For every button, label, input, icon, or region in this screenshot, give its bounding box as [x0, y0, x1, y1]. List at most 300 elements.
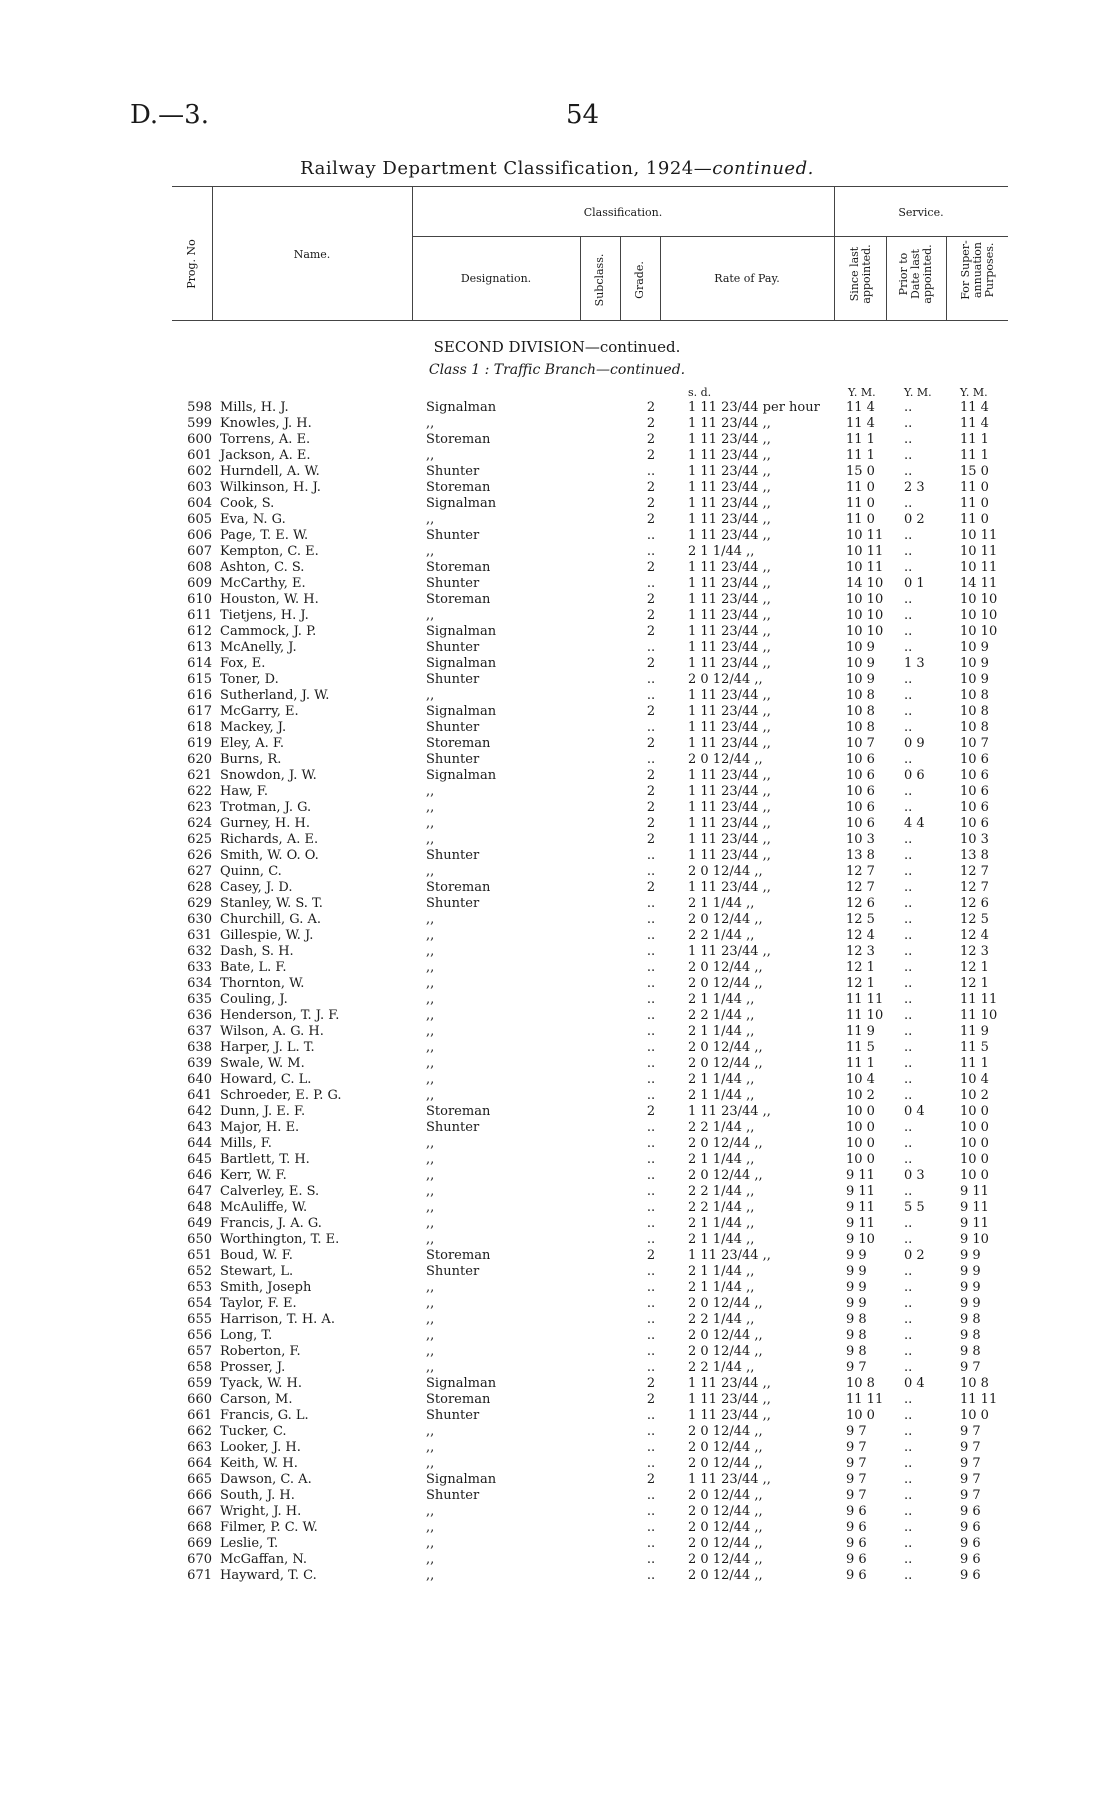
row-designation: ,, — [426, 1280, 435, 1295]
row-since-last: 10 8 — [846, 704, 875, 719]
row-rate-of-pay: 2 2 1/44 ,, — [688, 1184, 755, 1199]
table-row — [0, 1216, 1114, 1232]
col-divider-3 — [580, 236, 581, 320]
row-prog-no: 645 — [187, 1152, 212, 1167]
row-subclass: .. — [646, 1184, 656, 1199]
row-superannuation: 10 2 — [960, 1088, 989, 1103]
row-prior-to: .. — [904, 976, 913, 991]
table-row — [0, 720, 1114, 736]
row-rate-of-pay: 2 0 12/44 ,, — [688, 1328, 763, 1343]
row-prior-to: .. — [904, 1344, 913, 1359]
row-subclass: 2 — [646, 1392, 656, 1407]
row-prior-to: .. — [904, 1488, 913, 1503]
row-since-last: 10 3 — [846, 832, 875, 847]
row-prior-to: .. — [904, 1072, 913, 1087]
row-prog-no: 642 — [187, 1104, 212, 1119]
section-division: SECOND DIVISION—continued. — [433, 338, 681, 356]
row-superannuation: 10 9 — [960, 656, 989, 671]
row-superannuation: 11 10 — [960, 1008, 998, 1023]
row-since-last: 9 10 — [846, 1232, 875, 1247]
row-designation: ,, — [426, 1504, 435, 1519]
row-superannuation: 11 4 — [960, 416, 989, 431]
row-prior-to: .. — [904, 1424, 913, 1439]
row-since-last: 10 7 — [846, 736, 875, 751]
row-subclass: .. — [646, 1504, 656, 1519]
table-row — [0, 992, 1114, 1008]
row-subclass: 2 — [646, 592, 656, 607]
row-prior-to: .. — [904, 608, 913, 623]
row-name: Jackson, A. E. — [220, 448, 311, 463]
row-subclass: .. — [646, 1264, 656, 1279]
header-bottom-rule — [172, 320, 1008, 321]
row-name: Casey, J. D. — [220, 880, 293, 895]
row-designation: ,, — [426, 1024, 435, 1039]
row-designation: Shunter — [426, 752, 480, 767]
row-superannuation: 12 1 — [960, 960, 989, 975]
row-name: Wilson, A. G. H. — [220, 1024, 324, 1039]
row-rate-of-pay: 2 0 12/44 ,, — [688, 1536, 763, 1551]
row-prior-to: .. — [904, 464, 913, 479]
row-rate-of-pay: 2 0 12/44 ,, — [688, 1344, 763, 1359]
row-superannuation: 10 6 — [960, 768, 989, 783]
row-name: McAuliffe, W. — [220, 1200, 308, 1215]
row-rate-of-pay: 2 0 12/44 ,, — [688, 976, 763, 991]
row-name: McCarthy, E. — [220, 576, 306, 591]
row-prog-no: 664 — [187, 1456, 212, 1471]
row-prior-to: 0 2 — [904, 1248, 925, 1263]
table-row — [0, 576, 1114, 592]
row-name: Kempton, C. E. — [220, 544, 319, 559]
row-rate-of-pay: 1 11 23/44 ,, — [688, 704, 771, 719]
table-row — [0, 560, 1114, 576]
row-name: Tietjens, H. J. — [220, 608, 309, 623]
row-prog-no: 636 — [187, 1008, 212, 1023]
row-subclass: .. — [646, 752, 656, 767]
row-designation: ,, — [426, 1328, 435, 1343]
row-since-last: 11 0 — [846, 496, 875, 511]
row-rate-of-pay: 1 11 23/44 ,, — [688, 640, 771, 655]
row-since-last: 9 9 — [846, 1280, 867, 1295]
row-prior-to: .. — [904, 1392, 913, 1407]
row-superannuation: 9 9 — [960, 1248, 981, 1263]
row-prog-no: 653 — [187, 1280, 212, 1295]
row-name: Houston, W. H. — [220, 592, 319, 607]
row-superannuation: 10 6 — [960, 784, 989, 799]
row-prog-no: 603 — [187, 480, 212, 495]
table-row — [0, 704, 1114, 720]
row-prior-to: .. — [904, 1088, 913, 1103]
row-designation: ,, — [426, 800, 435, 815]
row-subclass: .. — [646, 576, 656, 591]
row-since-last: 9 7 — [846, 1360, 867, 1375]
row-prog-no: 650 — [187, 1232, 212, 1247]
row-subclass: 2 — [646, 768, 656, 783]
row-prog-no: 668 — [187, 1520, 212, 1535]
row-prior-to: .. — [904, 448, 913, 463]
row-since-last: 9 11 — [846, 1200, 875, 1215]
row-rate-of-pay: 1 11 23/44 ,, — [688, 496, 771, 511]
table-row — [0, 592, 1114, 608]
table-row — [0, 1248, 1114, 1264]
row-superannuation: 10 8 — [960, 704, 989, 719]
row-since-last: 11 11 — [846, 1392, 884, 1407]
page-number: 54 — [566, 100, 600, 130]
row-rate-of-pay: 1 11 23/44 ,, — [688, 1376, 771, 1391]
row-name: Mackey, J. — [220, 720, 287, 735]
row-name: Bartlett, T. H. — [220, 1152, 310, 1167]
row-prior-to: .. — [904, 1280, 913, 1295]
row-prog-no: 631 — [187, 928, 212, 943]
row-since-last: 10 6 — [846, 752, 875, 767]
row-since-last: 14 10 — [846, 576, 884, 591]
row-prior-to: .. — [904, 544, 913, 559]
row-superannuation: 11 0 — [960, 496, 989, 511]
row-name: Howard, C. L. — [220, 1072, 312, 1087]
row-rate-of-pay: 1 11 23/44 ,, — [688, 1248, 771, 1263]
table-row — [0, 1152, 1114, 1168]
row-prog-no: 618 — [187, 720, 212, 735]
row-prog-no: 610 — [187, 592, 212, 607]
row-superannuation: 10 11 — [960, 528, 998, 543]
row-rate-of-pay: 2 0 12/44 ,, — [688, 912, 763, 927]
row-subclass: 2 — [646, 416, 656, 431]
row-superannuation: 11 11 — [960, 992, 998, 1007]
row-subclass: .. — [646, 672, 656, 687]
row-prog-no: 606 — [187, 528, 212, 543]
header-name: Name. — [293, 248, 331, 261]
row-designation: Shunter — [426, 640, 480, 655]
row-since-last: 11 0 — [846, 512, 875, 527]
row-prog-no: 602 — [187, 464, 212, 479]
row-prog-no: 657 — [187, 1344, 212, 1359]
row-superannuation: 14 11 — [960, 576, 998, 591]
row-superannuation: 9 11 — [960, 1216, 989, 1231]
row-name: Kerr, W. F. — [220, 1168, 287, 1183]
row-since-last: 11 0 — [846, 480, 875, 495]
row-name: Dunn, J. E. F. — [220, 1104, 306, 1119]
row-superannuation: 9 7 — [960, 1360, 981, 1375]
row-designation: ,, — [426, 816, 435, 831]
row-name: Cammock, J. P. — [220, 624, 317, 639]
row-name: Toner, D. — [220, 672, 279, 687]
row-rate-of-pay: 1 11 23/44 ,, — [688, 592, 771, 607]
row-rate-of-pay: 2 0 12/44 ,, — [688, 1168, 763, 1183]
row-prog-no: 663 — [187, 1440, 212, 1455]
row-designation: ,, — [426, 1216, 435, 1231]
table-row — [0, 640, 1114, 656]
row-since-last: 10 9 — [846, 672, 875, 687]
row-designation: ,, — [426, 608, 435, 623]
row-since-last: 10 11 — [846, 528, 884, 543]
row-subclass: .. — [646, 848, 656, 863]
row-prog-no: 611 — [187, 608, 212, 623]
row-prior-to: .. — [904, 1408, 913, 1423]
row-superannuation: 11 1 — [960, 448, 989, 463]
row-prior-to: .. — [904, 1008, 913, 1023]
row-subclass: 2 — [646, 880, 656, 895]
row-superannuation: 12 4 — [960, 928, 989, 943]
row-rate-of-pay: 2 1 1/44 ,, — [688, 544, 755, 559]
row-designation: ,, — [426, 1424, 435, 1439]
row-superannuation: 13 8 — [960, 848, 989, 863]
row-superannuation: 9 6 — [960, 1536, 981, 1551]
row-since-last: 9 6 — [846, 1504, 867, 1519]
row-superannuation: 10 0 — [960, 1152, 989, 1167]
row-rate-of-pay: 1 11 23/44 ,, — [688, 784, 771, 799]
row-since-last: 10 10 — [846, 624, 884, 639]
row-superannuation: 12 3 — [960, 944, 989, 959]
table-row — [0, 912, 1114, 928]
header-for-super: For Super-annuation Purposes. — [959, 240, 996, 300]
row-subclass: 2 — [646, 432, 656, 447]
row-prior-to: .. — [904, 848, 913, 863]
row-designation: Shunter — [426, 1488, 480, 1503]
row-rate-of-pay: 2 1 1/44 ,, — [688, 1264, 755, 1279]
row-prog-no: 630 — [187, 912, 212, 927]
row-name: Snowdon, J. W. — [220, 768, 317, 783]
row-subclass: 2 — [646, 512, 656, 527]
table-row — [0, 1072, 1114, 1088]
row-name: Major, H. E. — [220, 1120, 300, 1135]
row-prior-to: .. — [904, 864, 913, 879]
row-prog-no: 659 — [187, 1376, 212, 1391]
row-since-last: 12 1 — [846, 960, 875, 975]
row-name: Harper, J. L. T. — [220, 1040, 315, 1055]
table-row — [0, 448, 1114, 464]
row-subclass: .. — [646, 1072, 656, 1087]
row-name: Eva, N. G. — [220, 512, 286, 527]
row-subclass: .. — [646, 944, 656, 959]
table-row — [0, 896, 1114, 912]
row-name: Tucker, C. — [220, 1424, 287, 1439]
row-prog-no: 625 — [187, 832, 212, 847]
table-row — [0, 1024, 1114, 1040]
row-superannuation: 10 11 — [960, 560, 998, 575]
row-prior-to: .. — [904, 640, 913, 655]
row-since-last: 10 6 — [846, 784, 875, 799]
row-superannuation: 10 6 — [960, 816, 989, 831]
row-prog-no: 647 — [187, 1184, 212, 1199]
row-subclass: 2 — [646, 1376, 656, 1391]
row-name: Cook, S. — [220, 496, 275, 511]
row-name: Worthington, T. E. — [220, 1232, 340, 1247]
row-subclass: 2 — [646, 608, 656, 623]
row-prior-to: .. — [904, 912, 913, 927]
row-subclass: 2 — [646, 656, 656, 671]
header-rate-of-pay: Rate of Pay. — [714, 272, 780, 285]
row-since-last: 9 6 — [846, 1568, 867, 1583]
row-subclass: .. — [646, 1344, 656, 1359]
table-row — [0, 800, 1114, 816]
row-superannuation: 10 3 — [960, 832, 989, 847]
header-prior-to: Prior to Date last appointed. — [897, 244, 934, 304]
row-superannuation: 15 0 — [960, 464, 989, 479]
table-row — [0, 1360, 1114, 1376]
row-rate-of-pay: 2 2 1/44 ,, — [688, 1360, 755, 1375]
row-prog-no: 624 — [187, 816, 212, 831]
row-subclass: .. — [646, 1008, 656, 1023]
row-prior-to: .. — [904, 1504, 913, 1519]
row-name: Smith, Joseph — [220, 1280, 312, 1295]
table-row — [0, 880, 1114, 896]
table-row — [0, 752, 1114, 768]
row-superannuation: 9 7 — [960, 1472, 981, 1487]
row-name: Hayward, T. C. — [220, 1568, 317, 1583]
ym-super: Y. M. — [960, 386, 988, 399]
row-name: Thornton, W. — [220, 976, 305, 991]
row-prog-no: 633 — [187, 960, 212, 975]
row-prog-no: 628 — [187, 880, 212, 895]
header-top-rule — [172, 186, 1008, 187]
row-prior-to: .. — [904, 1152, 913, 1167]
row-designation: Shunter — [426, 720, 480, 735]
row-rate-of-pay: 1 11 23/44 ,, — [688, 528, 771, 543]
row-superannuation: 11 1 — [960, 1056, 989, 1071]
row-name: McGaffan, N. — [220, 1552, 308, 1567]
row-rate-of-pay: 2 0 12/44 ,, — [688, 960, 763, 975]
row-name: Smith, W. O. O. — [220, 848, 319, 863]
row-designation: Shunter — [426, 576, 480, 591]
row-rate-of-pay: 2 0 12/44 ,, — [688, 1520, 763, 1535]
row-subclass: .. — [646, 464, 656, 479]
row-since-last: 9 7 — [846, 1488, 867, 1503]
row-subclass: .. — [646, 1152, 656, 1167]
row-prog-no: 626 — [187, 848, 212, 863]
row-prior-to: .. — [904, 1056, 913, 1071]
row-prior-to: .. — [904, 1360, 913, 1375]
row-superannuation: 12 5 — [960, 912, 989, 927]
row-since-last: 10 10 — [846, 592, 884, 607]
row-name: Trotman, J. G. — [220, 800, 312, 815]
table-row — [0, 544, 1114, 560]
row-prog-no: 616 — [187, 688, 212, 703]
row-name: Burns, R. — [220, 752, 282, 767]
row-since-last: 11 1 — [846, 448, 875, 463]
table-row — [0, 656, 1114, 672]
row-subclass: .. — [646, 1040, 656, 1055]
row-prior-to: 5 5 — [904, 1200, 925, 1215]
table-row — [0, 1504, 1114, 1520]
table-row — [0, 1184, 1114, 1200]
row-rate-of-pay: 1 11 23/44 ,, — [688, 464, 771, 479]
row-subclass: .. — [646, 928, 656, 943]
table-row — [0, 1120, 1114, 1136]
table-row — [0, 736, 1114, 752]
row-rate-of-pay: 2 1 1/44 ,, — [688, 1072, 755, 1087]
row-designation: Shunter — [426, 464, 480, 479]
row-subclass: .. — [646, 1232, 656, 1247]
row-name: Taylor, F. E. — [220, 1296, 297, 1311]
row-prog-no: 617 — [187, 704, 212, 719]
row-superannuation: 10 6 — [960, 800, 989, 815]
row-subclass: .. — [646, 1200, 656, 1215]
row-prior-to: .. — [904, 752, 913, 767]
row-prog-no: 644 — [187, 1136, 212, 1151]
row-superannuation: 9 6 — [960, 1504, 981, 1519]
row-prior-to: .. — [904, 896, 913, 911]
table-row — [0, 1040, 1114, 1056]
table-row — [0, 848, 1114, 864]
row-prog-no: 637 — [187, 1024, 212, 1039]
row-designation: ,, — [426, 912, 435, 927]
table-row — [0, 480, 1114, 496]
row-rate-of-pay: 1 11 23/44 ,, — [688, 1408, 771, 1423]
row-prior-to: .. — [904, 528, 913, 543]
row-subclass: .. — [646, 864, 656, 879]
row-prior-to: .. — [904, 1216, 913, 1231]
row-prior-to: .. — [904, 1520, 913, 1535]
row-rate-of-pay: 1 11 23/44 ,, — [688, 768, 771, 783]
title-main: Railway Department Classification, 1924 — [300, 158, 694, 179]
row-superannuation: 10 4 — [960, 1072, 989, 1087]
row-since-last: 12 7 — [846, 880, 875, 895]
row-superannuation: 10 10 — [960, 592, 998, 607]
row-prog-no: 620 — [187, 752, 212, 767]
row-subclass: .. — [646, 1328, 656, 1343]
row-superannuation: 10 10 — [960, 624, 998, 639]
row-rate-of-pay: 1 11 23/44 ,, — [688, 880, 771, 895]
row-since-last: 12 7 — [846, 864, 875, 879]
row-superannuation: 12 7 — [960, 864, 989, 879]
row-name: Dash, S. H. — [220, 944, 294, 959]
table-row — [0, 496, 1114, 512]
table-row — [0, 1440, 1114, 1456]
row-prior-to: 2 3 — [904, 480, 925, 495]
row-prior-to: .. — [904, 1024, 913, 1039]
table-row — [0, 1392, 1114, 1408]
row-prog-no: 640 — [187, 1072, 212, 1087]
row-designation: Signalman — [426, 400, 497, 415]
row-subclass: .. — [646, 544, 656, 559]
row-prog-no: 629 — [187, 896, 212, 911]
row-designation: Storeman — [426, 1248, 491, 1263]
header-subclass: Subclass. — [593, 253, 606, 307]
row-superannuation: 9 7 — [960, 1440, 981, 1455]
row-designation: ,, — [426, 1536, 435, 1551]
row-prior-to: .. — [904, 1184, 913, 1199]
row-subclass: .. — [646, 720, 656, 735]
row-rate-of-pay: 2 2 1/44 ,, — [688, 1008, 755, 1023]
row-since-last: 10 11 — [846, 560, 884, 575]
row-subclass: 2 — [646, 1248, 656, 1263]
row-subclass: .. — [646, 1408, 656, 1423]
row-superannuation: 10 10 — [960, 608, 998, 623]
row-prog-no: 601 — [187, 448, 212, 463]
row-prog-no: 666 — [187, 1488, 212, 1503]
table-row — [0, 1520, 1114, 1536]
row-rate-of-pay: 1 11 23/44 ,, — [688, 816, 771, 831]
row-name: Looker, J. H. — [220, 1440, 301, 1455]
row-superannuation: 10 11 — [960, 544, 998, 559]
row-prior-to: 0 2 — [904, 512, 925, 527]
row-rate-of-pay: 1 11 23/44 ,, — [688, 1392, 771, 1407]
row-rate-of-pay: 2 1 1/44 ,, — [688, 896, 755, 911]
row-prior-to: .. — [904, 432, 913, 447]
row-rate-of-pay: 2 0 12/44 ,, — [688, 672, 763, 687]
row-designation: ,, — [426, 512, 435, 527]
table-row — [0, 1104, 1114, 1120]
row-since-last: 9 8 — [846, 1312, 867, 1327]
header-mid-rule — [412, 236, 1008, 237]
row-prior-to: .. — [904, 1264, 913, 1279]
row-designation: ,, — [426, 976, 435, 991]
row-prog-no: 641 — [187, 1088, 212, 1103]
row-subclass: .. — [646, 912, 656, 927]
table-row — [0, 1232, 1114, 1248]
table-row — [0, 944, 1114, 960]
row-superannuation: 9 6 — [960, 1552, 981, 1567]
row-prior-to: .. — [904, 1568, 913, 1583]
